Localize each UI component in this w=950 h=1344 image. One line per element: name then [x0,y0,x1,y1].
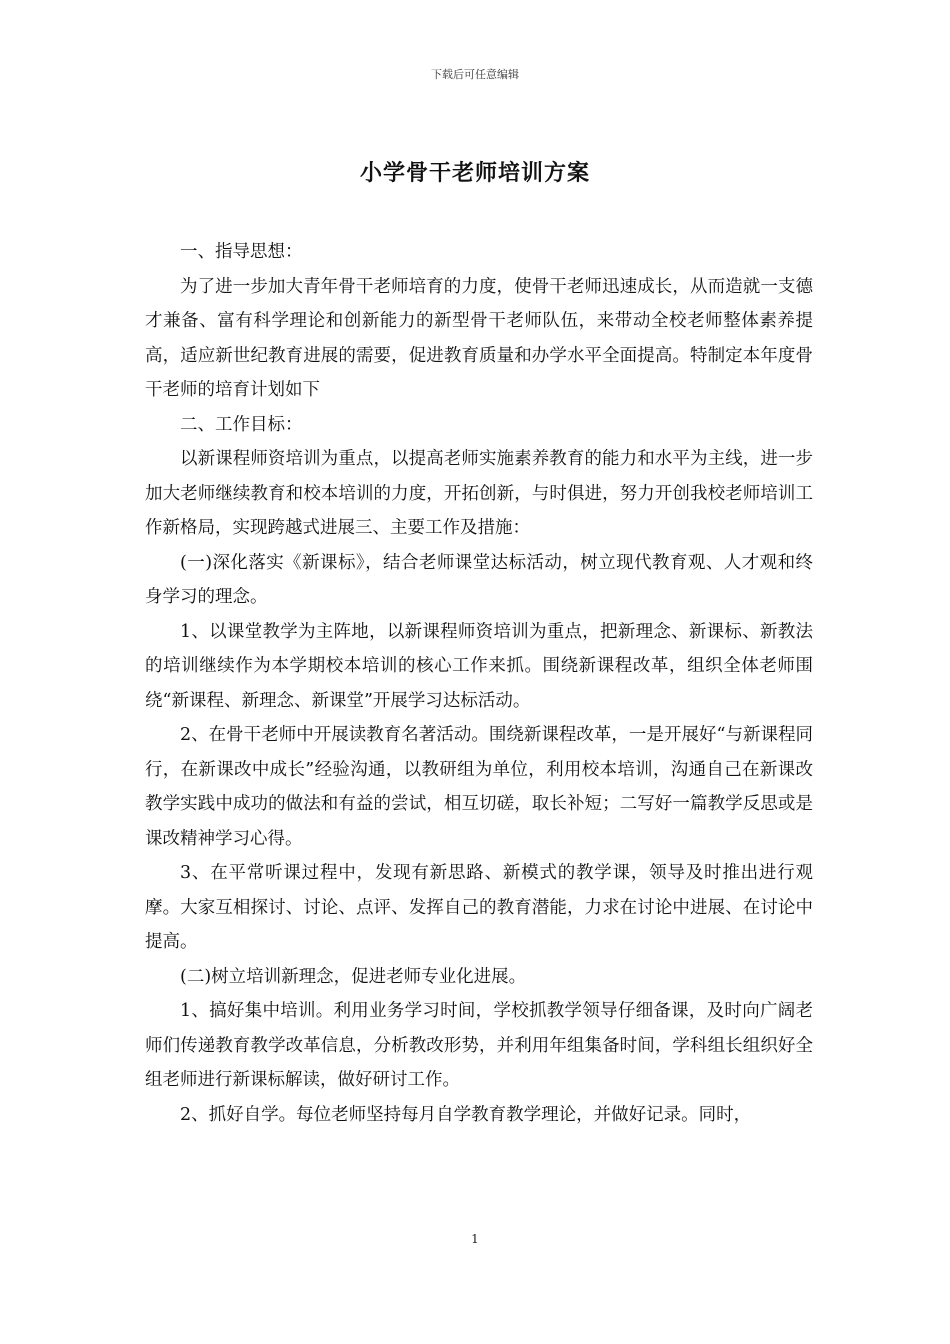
paragraph: 一、指导思想： [180,242,303,262]
paragraph: 2、在骨干老师中开展读教育名著活动。围绕新课程改革，一是开展好“与新课程同行，在新课改中成长”经验沟通，以教研组为单位，利用校本培训，沟通自己在新课改教学实践中成功的做法和有益的尝试，相互切磋，取长补短；二写好一篇教学反思或是课改精神学习心得。 [145,725,813,849]
paragraph: (二)树立培训新理念，促进老师专业化进展。 [180,966,527,987]
page-number: 1 [471,1232,479,1246]
paragraph: 1、搞好集中培训。利用业务学习时间，学校抓教学领导仔细备课，及时向广阔老师们传递教育教学改革信息，分析教改形势，并利用年组集备时间，学科组长组织好全组老师进行新课标解读，做好研讨工作。 [145,1001,813,1090]
paragraph: 为了进一步加大青年骨干老师培育的力度，使骨干老师迅速成长，从而造就一支德才兼备、富有科学理论和创新能力的新型骨干老师队伍，来带动全校老师整体素养提高，适应新世纪教育进展的需要，促进教育质量和办学水平全面提高。特制定本年度骨干老师的培育计划如下 [145,276,813,400]
paragraph: 二、工作目标： [180,414,303,435]
paragraph: 2、抓好自学。每位老师坚持每月自学教育教学理论，并做好记录。同时， [180,1104,752,1125]
paragraph: 以新课程师资培训为重点，以提高老师实施素养教育的能力和水平为主线，进一步加大老师继续教育和校本培训的力度，开拓创新，与时俱进，努力开创我校老师培训工作新格局，实现跨越式进展三、主要工作及措施： [145,449,813,538]
paragraph: 3、在平常听课过程中，发现有新思路、新模式的教学课，领导及时推出进行观摩。大家互相探讨、讨论、点评、发挥自己的教育潜能，力求在讨论中进展、在讨论中提高。 [145,863,813,952]
paragraph: 1、以课堂教学为主阵地，以新课程师资培训为重点，把新理念、新课标、新教法的培训继续作为本学期校本培训的核心工作来抓。围绕新课程改革，组织全体老师围绕“新课程、新理念、新课堂”开展学习达标活动。 [145,621,813,711]
document-body [145,235,813,1132]
document-title: 小学骨干老师培训方案 [359,160,590,186]
paragraph: (一)深化落实《新课标》，结合老师课堂达标活动，树立现代教育观、人才观和终身学习的理念。 [145,552,813,607]
page-header: 下载后可任意编辑 [431,68,519,81]
